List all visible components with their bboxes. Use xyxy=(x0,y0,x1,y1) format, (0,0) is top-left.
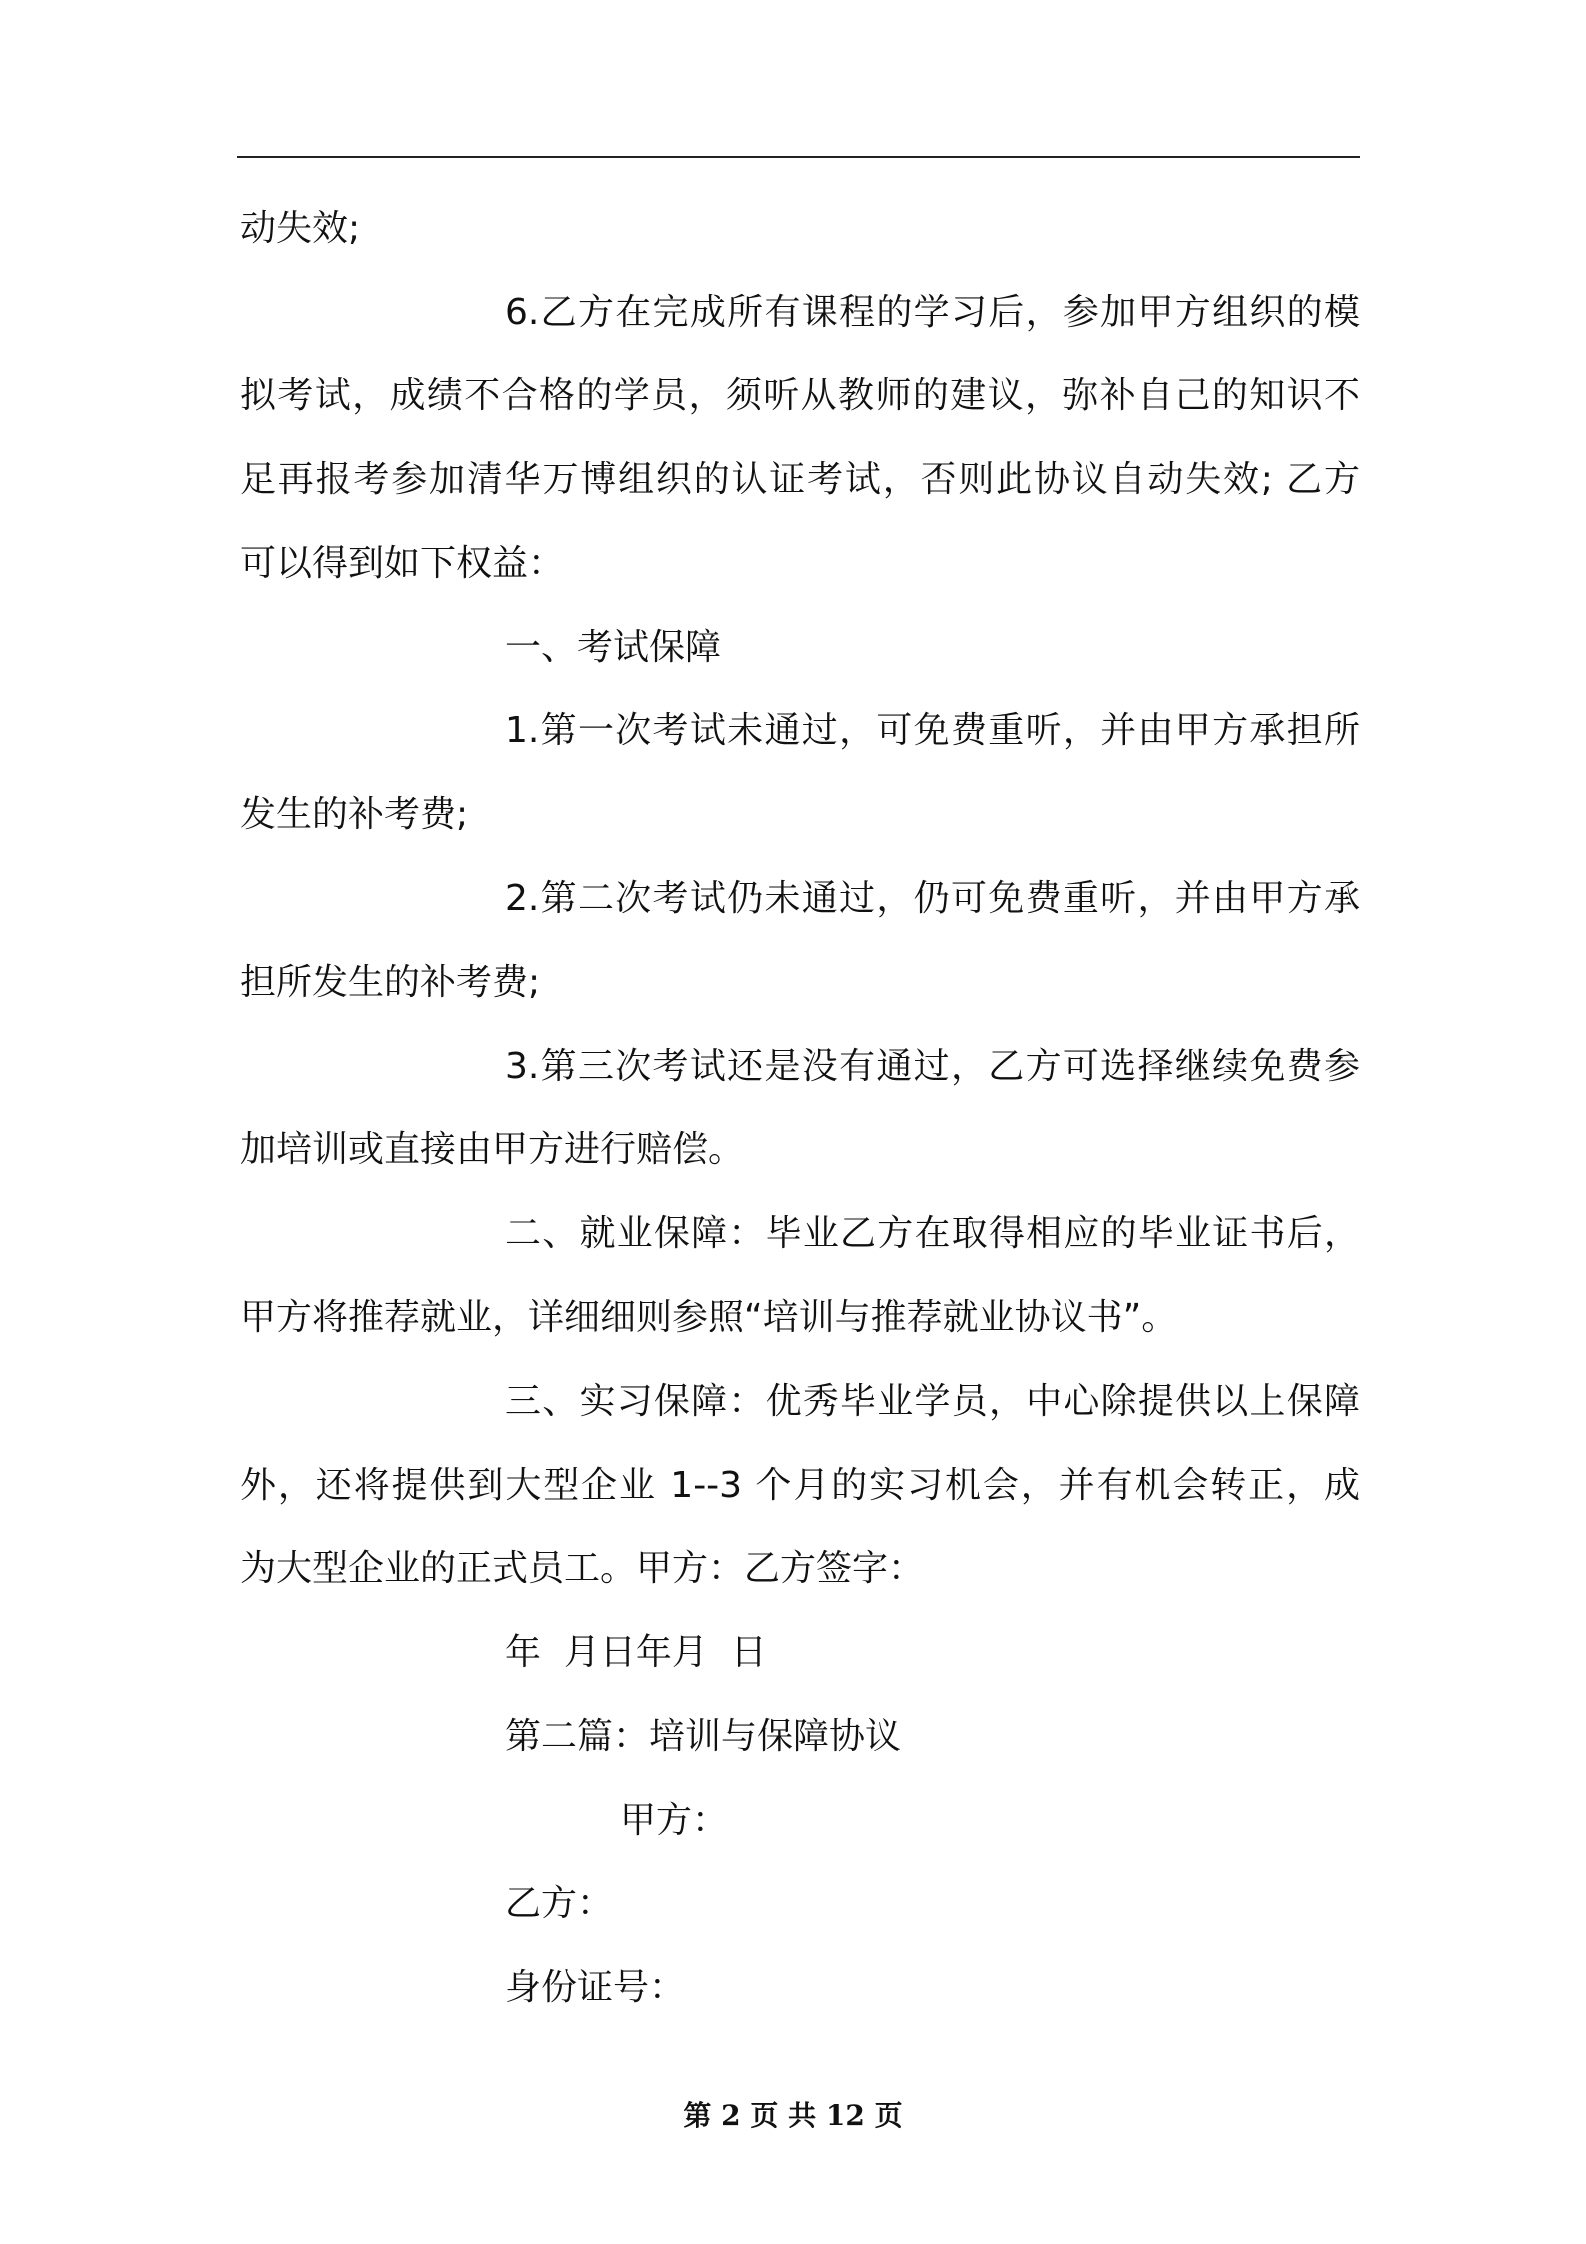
text-line: 甲方将推荐就业，详细细则参照“培训与推荐就业协议书”。 xyxy=(240,1297,1178,1338)
text-line: 发生的补考费; xyxy=(240,794,469,835)
text-line: 为大型企业的正式员工。甲方：乙方签字： xyxy=(240,1548,925,1589)
text-line: 动失效; xyxy=(240,208,361,249)
chapter-title: 第二篇：培训与保障协议 xyxy=(505,1716,902,1757)
text-line: 加培训或直接由甲方进行赔偿。 xyxy=(240,1129,745,1170)
text-line: 外，还将提供到大型企业 1--3 个月的实习机会，并有机会转正，成 xyxy=(240,1465,1360,1506)
text-line: 1.第一次考试未通过，可免费重听，并由甲方承担所 xyxy=(505,710,1360,751)
text-line: 二、就业保障：毕业乙方在取得相应的毕业证书后， xyxy=(505,1213,1360,1254)
party-a-label: 甲方： xyxy=(620,1800,729,1841)
text-line: 拟考试，成绩不合格的学员，须听从教师的建议，弥补自己的知识不 xyxy=(240,375,1360,416)
text-line: 担所发生的补考费; xyxy=(240,962,541,1003)
id-number-label: 身份证号： xyxy=(505,1967,686,2008)
text-line: 可以得到如下权益： xyxy=(240,543,565,584)
page-footer: 第 2 页 共 12 页 xyxy=(683,2099,903,2132)
text-line: 足再报考参加清华万博组织的认证考试，否则此协议自动失效; 乙方 xyxy=(240,459,1360,500)
text-line: 三、实习保障：优秀毕业学员，中心除提供以上保障 xyxy=(505,1381,1360,1422)
text-line: 6.乙方在完成所有课程的学习后，参加甲方组织的模 xyxy=(505,292,1360,333)
header-rule xyxy=(237,156,1360,158)
section-heading: 一、考试保障 xyxy=(505,627,722,668)
text-line: 3.第三次考试还是没有通过，乙方可选择继续免费参 xyxy=(505,1046,1360,1087)
party-b-label: 乙方： xyxy=(505,1883,614,1924)
date-line: 年 月日年月 日 xyxy=(505,1632,767,1673)
text-line: 2.第二次考试仍未通过，仍可免费重听，并由甲方承 xyxy=(505,878,1360,919)
